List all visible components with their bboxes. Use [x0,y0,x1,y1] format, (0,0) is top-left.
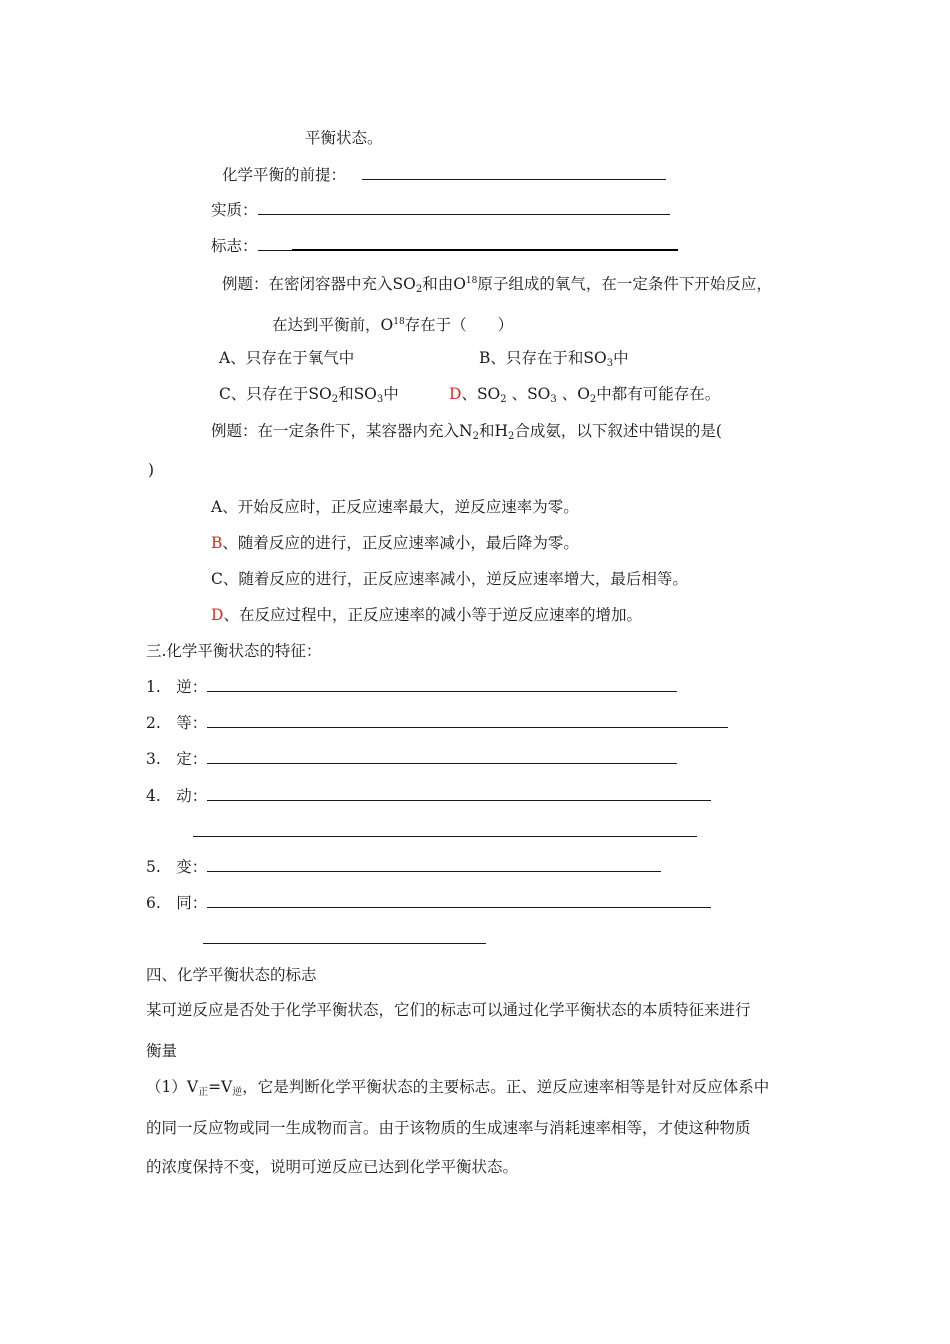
feature-2 [146,713,728,733]
feature-6 [146,893,711,913]
example1-question-line2 [272,312,513,335]
feature-3 [146,749,677,769]
ex1-c-sub-1: 2 [331,394,339,405]
ex1-c-text-1: C、只存在于SO [219,385,332,403]
feature-5-blank[interactable] [207,857,661,872]
ex1-b-text-1: B、只存在于和SO [479,349,607,367]
feature-1-blank[interactable] [207,677,677,692]
ex1-c-text-2: 和SO [338,385,377,403]
para2-line1 [146,1077,769,1103]
ex2-option-a: A、开始反应时，正反应速率最大，逆反应速率为零。 [211,498,579,516]
feature-4 [146,786,711,806]
ex1-d-text-4: 中都有可能存在。 [596,385,721,403]
ex2-b-text: 、随着反应的进行，正反应速率减小，最后降为零。 [222,534,579,552]
premise-label: 化学平衡的前提： [222,166,347,184]
ex2-option-b [211,533,579,553]
ex1-c-text-3: 中 [383,385,399,403]
ex2-sub-2: 2 [507,431,515,442]
feature-6-label: 6. 同： [146,894,208,912]
section4-title: 四、化学平衡状态的标志 [146,966,317,984]
sign-blank-short[interactable] [258,236,292,251]
feature-2-label: 2. 等： [146,714,208,732]
sign-label: 标志： [211,237,258,255]
sign-blank[interactable] [292,235,678,251]
ex1-d-text-2: 、SO [506,385,551,403]
ex1-sup-1: 18 [465,276,478,286]
section3-title: 三.化学平衡状态的特征： [146,642,322,660]
feature-3-label: 3. 定： [146,750,208,768]
essence-label: 实质： [211,201,258,219]
ex1-option-c [219,384,399,410]
ex1-text-2: 和由O [422,275,466,293]
feature-5-label: 5. 变： [146,858,208,876]
ex1-l2-text-1: 在达到平衡前，O [272,316,394,334]
ex1-text-3: 原子组成的氧气，在一定条件下开始反应， [477,275,772,293]
ex1-option-b [479,348,629,374]
balance-state-text: 平衡状态。 [305,129,383,147]
ex2-option-d [211,605,642,625]
ex1-d-sub-2: 3 [550,394,557,405]
ex1-l2-text-2: 存在于（ ） [404,316,514,334]
ex1-c-sub-2: 3 [376,394,384,405]
feature-4-blank[interactable] [207,786,711,801]
feature-4-continuation [193,822,697,842]
ex1-l2-sup: 18 [393,317,405,327]
para2-line3: 的浓度保持不变，说明可逆反应已达到化学平衡状态。 [146,1158,519,1176]
premise-line [222,165,666,185]
para1-line2: 衡量 [146,1042,178,1060]
para1-line1: 某可逆反应是否处于化学平衡状态，它们的标志可以通过化学平衡状态的本质特征来进行 [146,1001,751,1019]
ex1-b-sub: 3 [606,358,614,369]
ex2-text-1: 例题：在一定条件下，某容器内充入N [211,422,473,440]
feature-6-blank-2[interactable] [203,929,486,944]
ex1-sub-1: 2 [415,284,423,295]
ex1-d-text-3: 、O [556,385,590,403]
ex1-option-a: A、只存在于氧气中 [219,349,355,367]
feature-3-blank[interactable] [207,749,677,764]
ex2-option-c: C、随着反应的进行，正反应速率减小，逆反应速率增大，最后相等。 [211,570,688,588]
ex2-text-3: 合成氨，以下叙述中错误的是( [514,422,722,440]
p2-sub-2: 逆 [232,1087,243,1098]
ex1-d-sub-3: 2 [589,394,597,405]
ex1-d-text-1: 、SO [461,385,501,403]
feature-6-continuation [203,929,486,949]
ex1-option-d [449,384,720,410]
ex2-text-2: 和H [478,422,508,440]
ex2-b-letter: B [211,534,223,552]
essence-line [211,200,670,220]
para2-line2: 的同一反应物或同一生成物而言。由于该物质的生成速率与消耗速率相等，才使这种物质 [146,1119,751,1137]
p2-text-1: （1）V [146,1078,199,1096]
example1-question [222,271,772,300]
sign-line [211,235,678,256]
p2-text-2: =V [208,1078,233,1096]
ex1-b-text-2: 中 [613,349,629,367]
essence-blank[interactable] [258,200,670,215]
ex2-close-paren: ) [148,461,155,479]
feature-1-label: 1. 逆： [146,678,208,696]
premise-blank[interactable] [362,165,666,180]
ex2-d-text: 、在反应过程中，正反应速率的减小等于逆反应速率的增加。 [223,606,642,624]
feature-5 [146,857,661,877]
feature-1 [146,677,677,697]
feature-4-label: 4. 动： [146,787,208,805]
example2-question [211,421,722,447]
p2-text-3: ，它是判断化学平衡状态的主要标志。正、逆反应速率相等是针对反应体系中 [242,1078,770,1096]
feature-2-blank[interactable] [207,713,728,728]
feature-6-blank[interactable] [207,893,711,908]
feature-4-blank-2[interactable] [193,822,697,837]
ex1-d-sub-1: 2 [500,394,507,405]
ex1-d-letter: D [449,385,462,403]
ex2-sub-1: 2 [472,431,479,442]
ex2-d-letter: D [211,606,224,624]
p2-sub-1: 正 [198,1087,209,1098]
ex1-text-1: 例题：在密闭容器中充入SO [222,275,416,293]
